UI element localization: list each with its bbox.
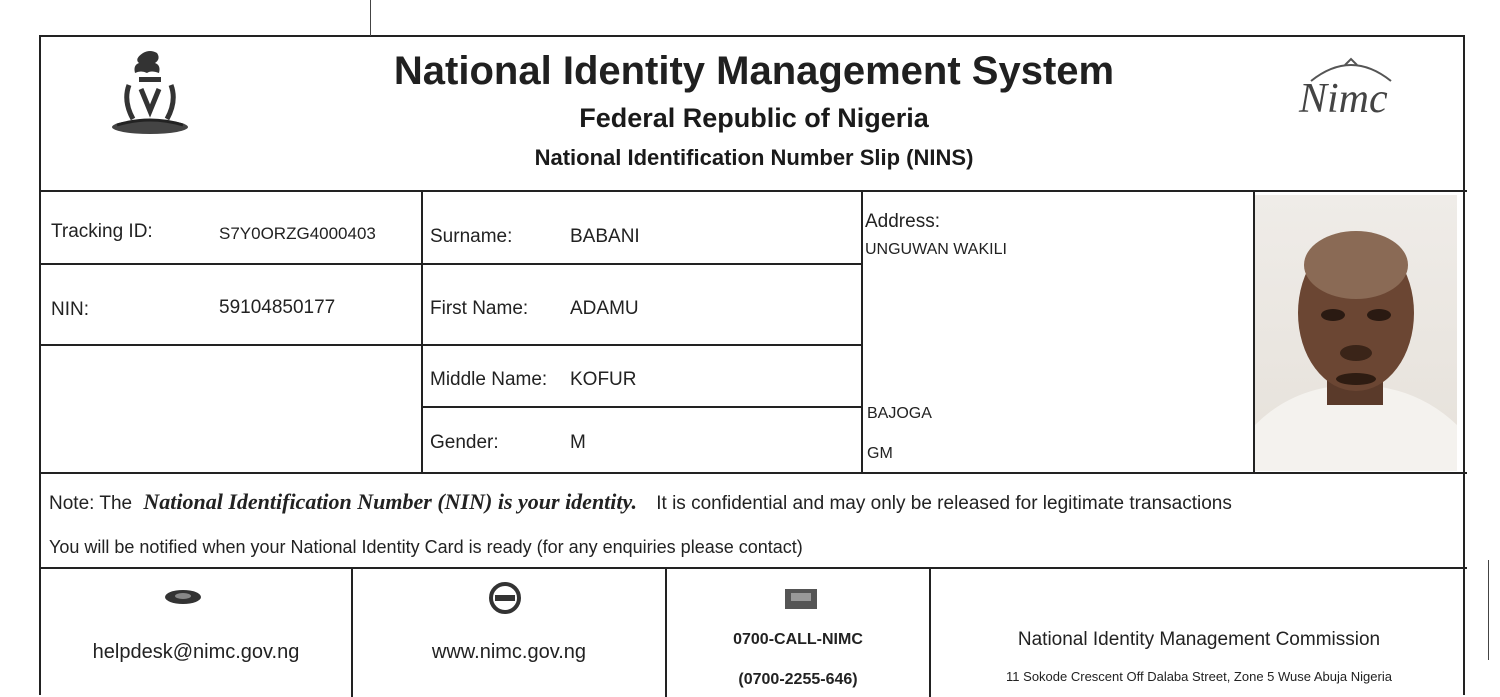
globe-icon	[485, 581, 525, 620]
first-name-value: ADAMU	[570, 298, 639, 319]
phone-number-digits: (0700-2255-646)	[738, 671, 858, 688]
gender-value: M	[570, 432, 586, 453]
address-line1: UNGUWAN WAKILI	[865, 241, 1007, 258]
nin-value: 59104850177	[219, 297, 336, 318]
phone-number: 0700-CALL-NIMC	[733, 631, 863, 648]
commission-name: National Identity Management Commission	[1017, 629, 1381, 650]
address-label: Address:	[865, 211, 940, 232]
middle-name-value: KOFUR	[570, 369, 637, 390]
page-title: National Identity Management System	[393, 49, 1115, 93]
address-town: BAJOGA	[867, 405, 932, 422]
tracking-id-value: S7Y0ORZG4000403	[219, 224, 376, 243]
nimc-logo-text: Nimc	[1299, 76, 1388, 122]
note-line-2: You will be notified when your National Identity Card is ready (for any enquiries please contact)	[49, 537, 803, 557]
surname-label: Surname:	[430, 226, 513, 247]
nin-slip	[39, 35, 1465, 695]
holder-photo	[1255, 195, 1457, 471]
slip-title: National Identification Number Slip (NINS)	[534, 145, 974, 170]
gender-label: Gender:	[430, 432, 499, 453]
first-name-label: First Name:	[430, 298, 529, 319]
note-emphasis: National Identification Number (NIN) is your identity.	[143, 489, 637, 514]
nimc-logo	[1291, 51, 1411, 131]
email-icon	[161, 585, 205, 614]
surname-value: BABANI	[570, 226, 640, 247]
nin-label: NIN:	[51, 299, 89, 320]
website-link: www.nimc.gov.ng	[431, 641, 587, 663]
note-prefix: Note: The	[49, 493, 133, 514]
address-state: GM	[867, 445, 893, 462]
commission-address: 11 Sokode Crescent Off Dalaba Street, Zone 5 Wuse Abuja Nigeria	[1006, 669, 1392, 684]
note-line-1	[49, 489, 1232, 515]
scan-mark	[1488, 560, 1489, 660]
middle-name-label: Middle Name:	[430, 369, 548, 390]
helpdesk-email: helpdesk@nimc.gov.ng	[92, 641, 300, 663]
republic-subtitle: Federal Republic of Nigeria	[579, 103, 929, 133]
phone-icon	[781, 585, 821, 618]
tracking-id-label: Tracking ID:	[51, 221, 153, 242]
scan-mark	[370, 0, 371, 36]
note-suffix: It is confidential and may only be released for legitimate transactions	[656, 493, 1232, 514]
